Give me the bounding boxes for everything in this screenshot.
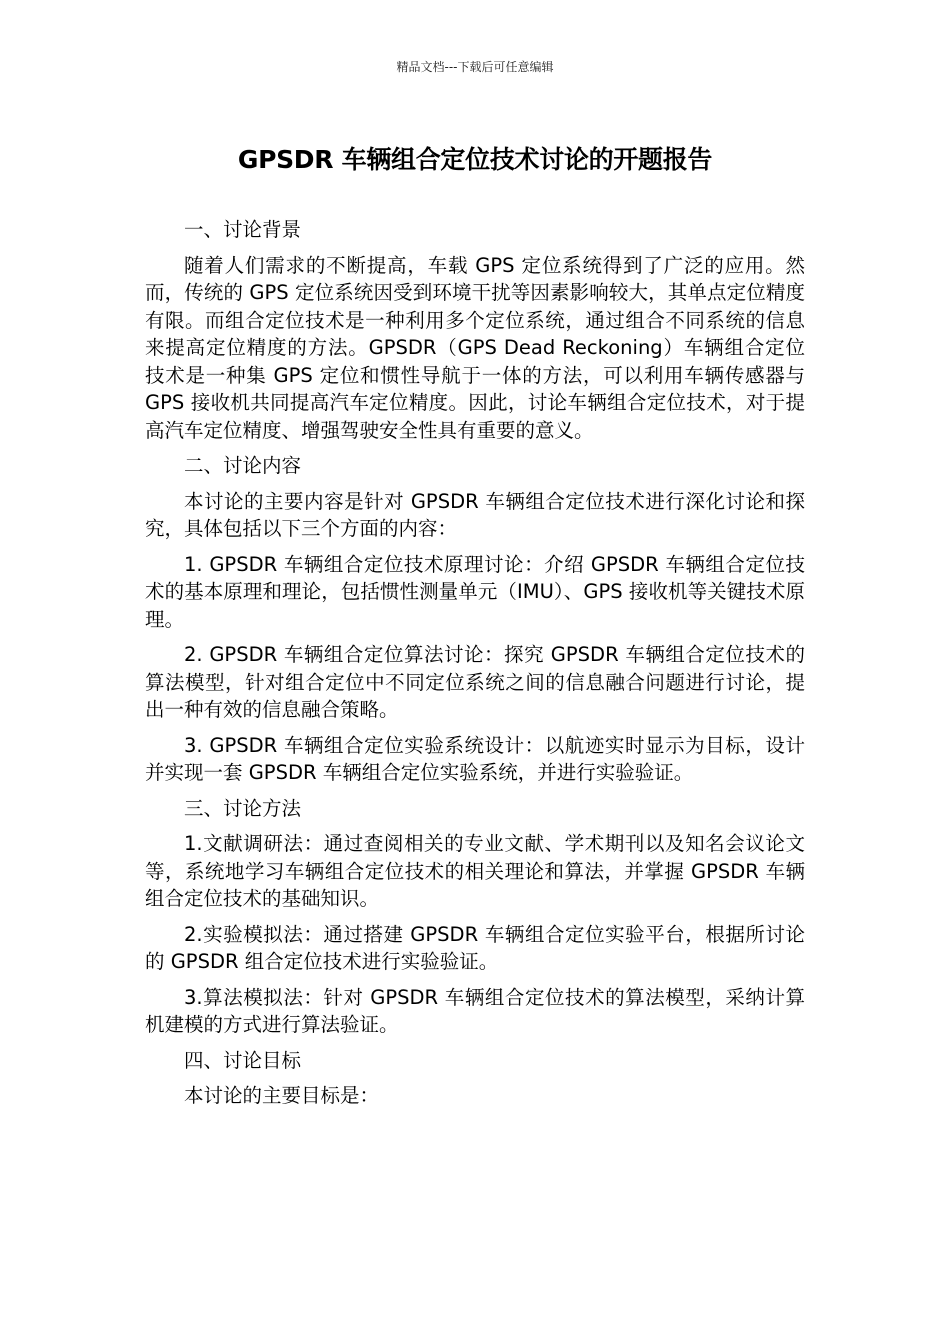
section-2-intro: 本讨论的主要内容是针对 GPSDR 车辆组合定位技术进行深化讨论和探究，具体包括以下三个方面的内容： [145,489,805,540]
section-2-item-1: 1. GPSDR 车辆组合定位技术原理讨论：介绍 GPSDR 车辆组合定位技术的基本原理和理论，包括惯性测量单元（IMU）、GPS 接收机等关键技术原理。 [145,552,805,631]
section-3-item-1: 1.文献调研法：通过查阅相关的专业文献、学术期刊以及知名会议论文等，系统地学习车辆组合定位技术的相关理论和算法，并掌握 GPSDR 车辆组合定位技术的基础知识。 [145,832,805,910]
section-3-heading: 三、讨论方法 [184,796,302,820]
document-body [145,216,805,1118]
section-4-heading: 四、讨论目标 [184,1048,302,1072]
page-header: 精品文档---下载后可任意编辑 [396,60,554,74]
section-2-item-2: 2. GPSDR 车辆组合定位算法讨论：探究 GPSDR 车辆组合定位技术的算法模型，针对组合定位中不同定位系统之间的信息融合问题进行讨论，提出一种有效的信息融合策略。 [145,643,805,721]
section-3-item-3: 3.算法模拟法：针对 GPSDR 车辆组合定位技术的算法模型，采纳计算机建模的方式进行算法验证。 [145,985,805,1036]
document-title: GPSDR 车辆组合定位技术讨论的开题报告 [237,145,713,174]
section-1-heading: 一、讨论背景 [184,218,302,241]
section-3-item-2: 2.实验模拟法：通过搭建 GPSDR 车辆组合定位实验平台，根据所讨论的 GPSDR 组合定位技术进行实验验证。 [145,922,805,973]
section-4-intro: 本讨论的主要目标是： [184,1084,380,1107]
section-1-paragraph: 随着人们需求的不断提高，车载 GPS 定位系统得到了广泛的应用。然而，传统的 GPS 定位系统因受到环境干扰等因素影响较大，其单点定位精度有限。而组合定位技术是一种利用多个定位系统，通过组合不同系统的信息来提高定位精度的方法。GPSDR（GPS Dead Reckoning）车辆组合定位技术是一种集 GPS 定位和惯性导航于一体的方法，可以利用车辆传感器与 GPS 接收机共同提高汽车定位精度。因此，讨论车辆组合定位技术，对于提高汽车定位精度、增强驾驶安全性具有重要的意义。 [145,253,805,442]
section-2-item-3: 3. GPSDR 车辆组合定位实验系统设计：以航迹实时显示为目标，设计并实现一套 GPSDR 车辆组合定位实验系统，并进行实验验证。 [145,733,805,784]
section-2-heading: 二、讨论内容 [184,454,302,477]
